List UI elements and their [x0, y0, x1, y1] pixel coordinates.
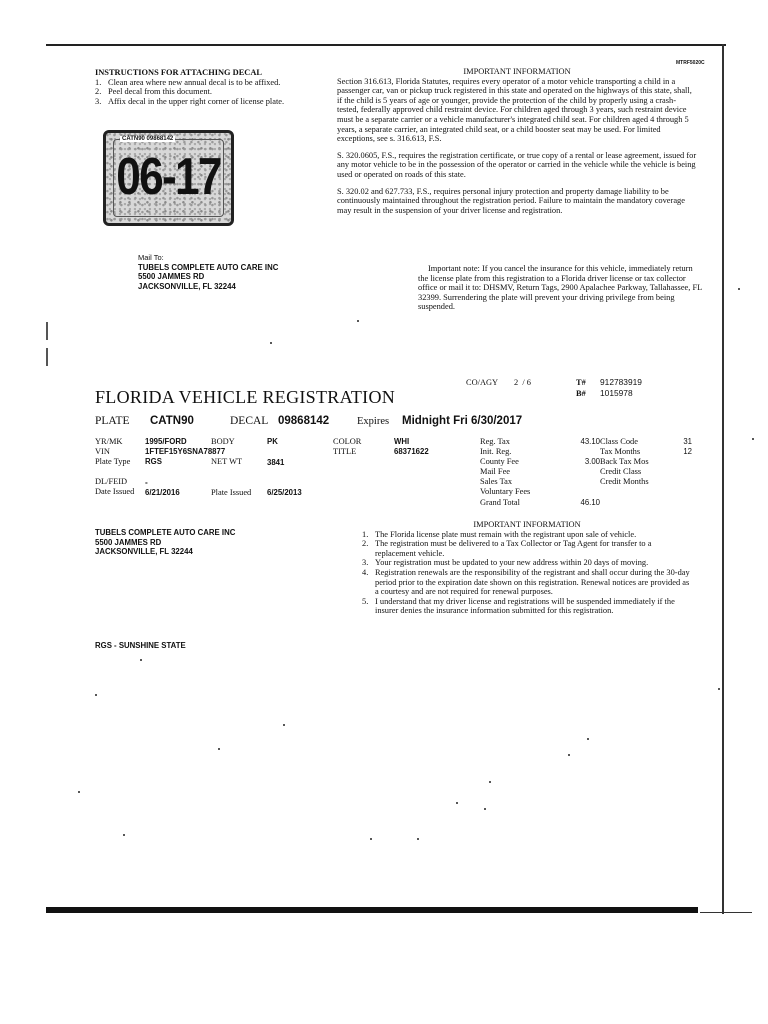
plate-type-description: RGS - SUNSHINE STATE [95, 641, 186, 650]
mail-to-name: TUBELS COMPLETE AUTO CARE INC [138, 262, 279, 272]
owner-street: 5500 JAMMES RD [95, 537, 162, 547]
plate-issued-value: 6/25/2013 [267, 488, 302, 497]
mail-to-city: JACKSONVILLE, FL 32244 [138, 281, 236, 291]
expires-label: Expires [357, 416, 390, 427]
page-bottom-border-extension [700, 912, 752, 913]
fee-row: County Fee 3.00 [480, 457, 600, 466]
class-row: Back Tax Mos [600, 457, 649, 466]
important-note: Important note: If you cancel the insurance for this vehicle, immediately return the license plate from this registration to a Florida driver license or tax collector office or mail it to: DHSMV, Return Tags, 2900 Apalachee Parkway, Tallahassee, FL 32399. Surrendering the plate will prevent your driving privilege from being suspended. [418, 264, 702, 312]
scan-speck [218, 748, 220, 750]
instructions-list [95, 78, 325, 107]
scan-speck [456, 802, 458, 804]
owner-address [95, 528, 335, 557]
important-info-item: 1. The Florida license plate must remain with the registrant upon sale of vehicle. [362, 529, 637, 539]
instruction-item: 3. Affix decal in the upper right corner of license plate. [95, 96, 285, 106]
important-info-bottom-title: IMPORTANT INFORMATION [473, 520, 581, 529]
important-info-item: 2. The registration must be delivered to a Tax Collector or Tag Agent for transfer to a replacement vehicle. [362, 539, 652, 558]
fee-row: Voluntary Fees [480, 487, 531, 496]
class-row: Class Code 31 [600, 437, 692, 446]
scan-speck [95, 694, 97, 696]
instruction-item: 2. Peel decal from this document. [95, 87, 212, 97]
title-label: TITLE [333, 447, 357, 456]
b-number-value: 1015978 [600, 388, 633, 398]
plate-value: CATN90 [150, 415, 194, 427]
net-weight-value: 3841 [267, 458, 285, 467]
owner-city: JACKSONVILLE, FL 32244 [95, 547, 193, 557]
important-info-top [337, 67, 697, 222]
registration-title: FLORIDA VEHICLE REGISTRATION [95, 387, 396, 407]
decal-value: 09868142 [278, 415, 330, 427]
plate-label: PLATE [95, 415, 130, 427]
fee-row: Mail Fee [480, 467, 511, 476]
dl-feid-value: - [145, 477, 148, 487]
left-margin-mark [46, 348, 48, 366]
important-info-bottom [362, 520, 692, 616]
registration-certificate-paragraph: S. 320.0605, F.S., requires the registration certificate, or true copy of a rental or lease agreement, issued for any motor vehicle to be in the possession of the operator or carried in the vehicle while the vehicle is being used or operated on roads of this state. [337, 150, 697, 179]
vin-value: 1FTEF15Y6SNA78877 [145, 447, 226, 456]
decal-plate-number: CATN90 09868142 [122, 136, 174, 142]
scan-speck [738, 288, 740, 290]
instruction-item: 1. Clean area where new annual decal is to be affixed. [95, 77, 281, 87]
page-top-border [46, 44, 726, 46]
class-info-table [600, 437, 692, 487]
body-value: PK [267, 437, 278, 446]
scan-speck [568, 754, 570, 756]
net-weight-label: NET WT [211, 457, 243, 466]
decal-instructions [95, 68, 325, 106]
scan-speck [357, 320, 359, 322]
co-agy-value: 2 / 6 [514, 378, 531, 387]
class-row: Credit Class [600, 467, 642, 476]
fee-row: Sales Tax [480, 477, 513, 486]
color-label: COLOR [333, 437, 362, 446]
scan-speck [489, 781, 491, 783]
decal-label: DECAL [230, 415, 269, 427]
child-restraint-paragraph: Section 316.613, Florida Statutes, requires every operator of a motor vehicle transporting a child in a passenger car, van or pickup truck registered in this state and operated on the highways of this state, shall, if the child is 5 years of age or younger, provide the protection of the child by properly using a crash-tested, federally approved child restraint device. For children aged through 3 years, such restraint device must be a separate carrier or a vehicle manufacturer's integrated child seat. For children aged 4 through 5 years, a separate carrier, an integrated child seat, or a child booster seat may be used. For limited exceptions, see s. 316.613, F.S. [337, 76, 692, 144]
body-label: BODY [211, 437, 235, 446]
scan-speck [718, 688, 720, 690]
scan-speck [752, 438, 754, 440]
mail-to-street: 5500 JAMMES RD [138, 272, 205, 282]
scan-speck [123, 834, 125, 836]
scan-speck [140, 659, 142, 661]
yrmk-label: YR/MK [95, 437, 123, 446]
registration-decal [103, 130, 234, 226]
important-info-list [362, 530, 692, 616]
co-agy-label: CO/AGY [466, 378, 499, 387]
left-margin-mark [46, 322, 48, 340]
owner-name: TUBELS COMPLETE AUTO CARE INC [95, 528, 236, 537]
important-info-title: IMPORTANT INFORMATION [463, 67, 571, 76]
instructions-title: INSTRUCTIONS FOR ATTACHING DECAL [95, 68, 262, 77]
date-issued-label: Date Issued [95, 487, 135, 496]
scan-speck [370, 838, 372, 840]
plate-type-label: Plate Type [95, 457, 131, 466]
vin-label: VIN [95, 447, 110, 456]
t-number-label: T# [576, 378, 586, 387]
form-code: MTRF5020C [676, 60, 705, 66]
scan-speck [78, 791, 80, 793]
fee-row: Init. Reg. [480, 447, 512, 456]
mail-to-block [138, 253, 358, 291]
dl-feid-label: DL/FEID [95, 477, 128, 486]
page-bottom-border [46, 907, 698, 913]
color-value: WHI [394, 437, 410, 446]
class-row: Credit Months [600, 477, 649, 486]
important-info-item: 4. Registration renewals are the responsibility of the registrant and shall occur during the 30-day period prior to the expiration date shown on this registration. Renewal notices are provided as a courtesy and are not required for renewal purposes. [362, 567, 690, 597]
page-right-border [722, 44, 724, 914]
important-info-item: 5. I understand that my driver license and registrations will be suspended immediately if the insurer denies the insurance information submitted for this registration. [362, 596, 675, 616]
scan-speck [270, 342, 272, 344]
scan-speck [587, 738, 589, 740]
scan-speck [417, 838, 419, 840]
plate-issued-label: Plate Issued [211, 488, 252, 497]
title-value: 68371622 [394, 447, 429, 456]
decal-expiration-number: 06-17 [116, 148, 221, 206]
class-row: Tax Months 12 [600, 447, 692, 456]
plate-type-value: RGS [145, 457, 162, 466]
fees-table [480, 437, 600, 508]
expires-value: Midnight Fri 6/30/2017 [402, 415, 523, 427]
insurance-paragraph: S. 320.02 and 627.733, F.S., requires personal injury protection and property damage liability to be continuously maintained throughout the registration period. Failure to maintain the mandatory coverage may result in the suspension of your driver license and registration. [337, 186, 685, 215]
yrmk-value: 1995/FORD [145, 437, 187, 446]
scan-speck [283, 724, 285, 726]
date-issued-value: 6/21/2016 [145, 488, 180, 497]
fee-row: Reg. Tax 43.10 [480, 437, 600, 446]
b-number-label: B# [576, 389, 586, 398]
important-info-item: 3. Your registration must be updated to your new address within 20 days of moving. [362, 558, 649, 568]
grand-total-row: Grand Total 46.10 [480, 498, 600, 507]
mail-to-label: Mail To: [138, 253, 164, 262]
scan-speck [484, 808, 486, 810]
t-number-value: 912783919 [600, 377, 642, 387]
